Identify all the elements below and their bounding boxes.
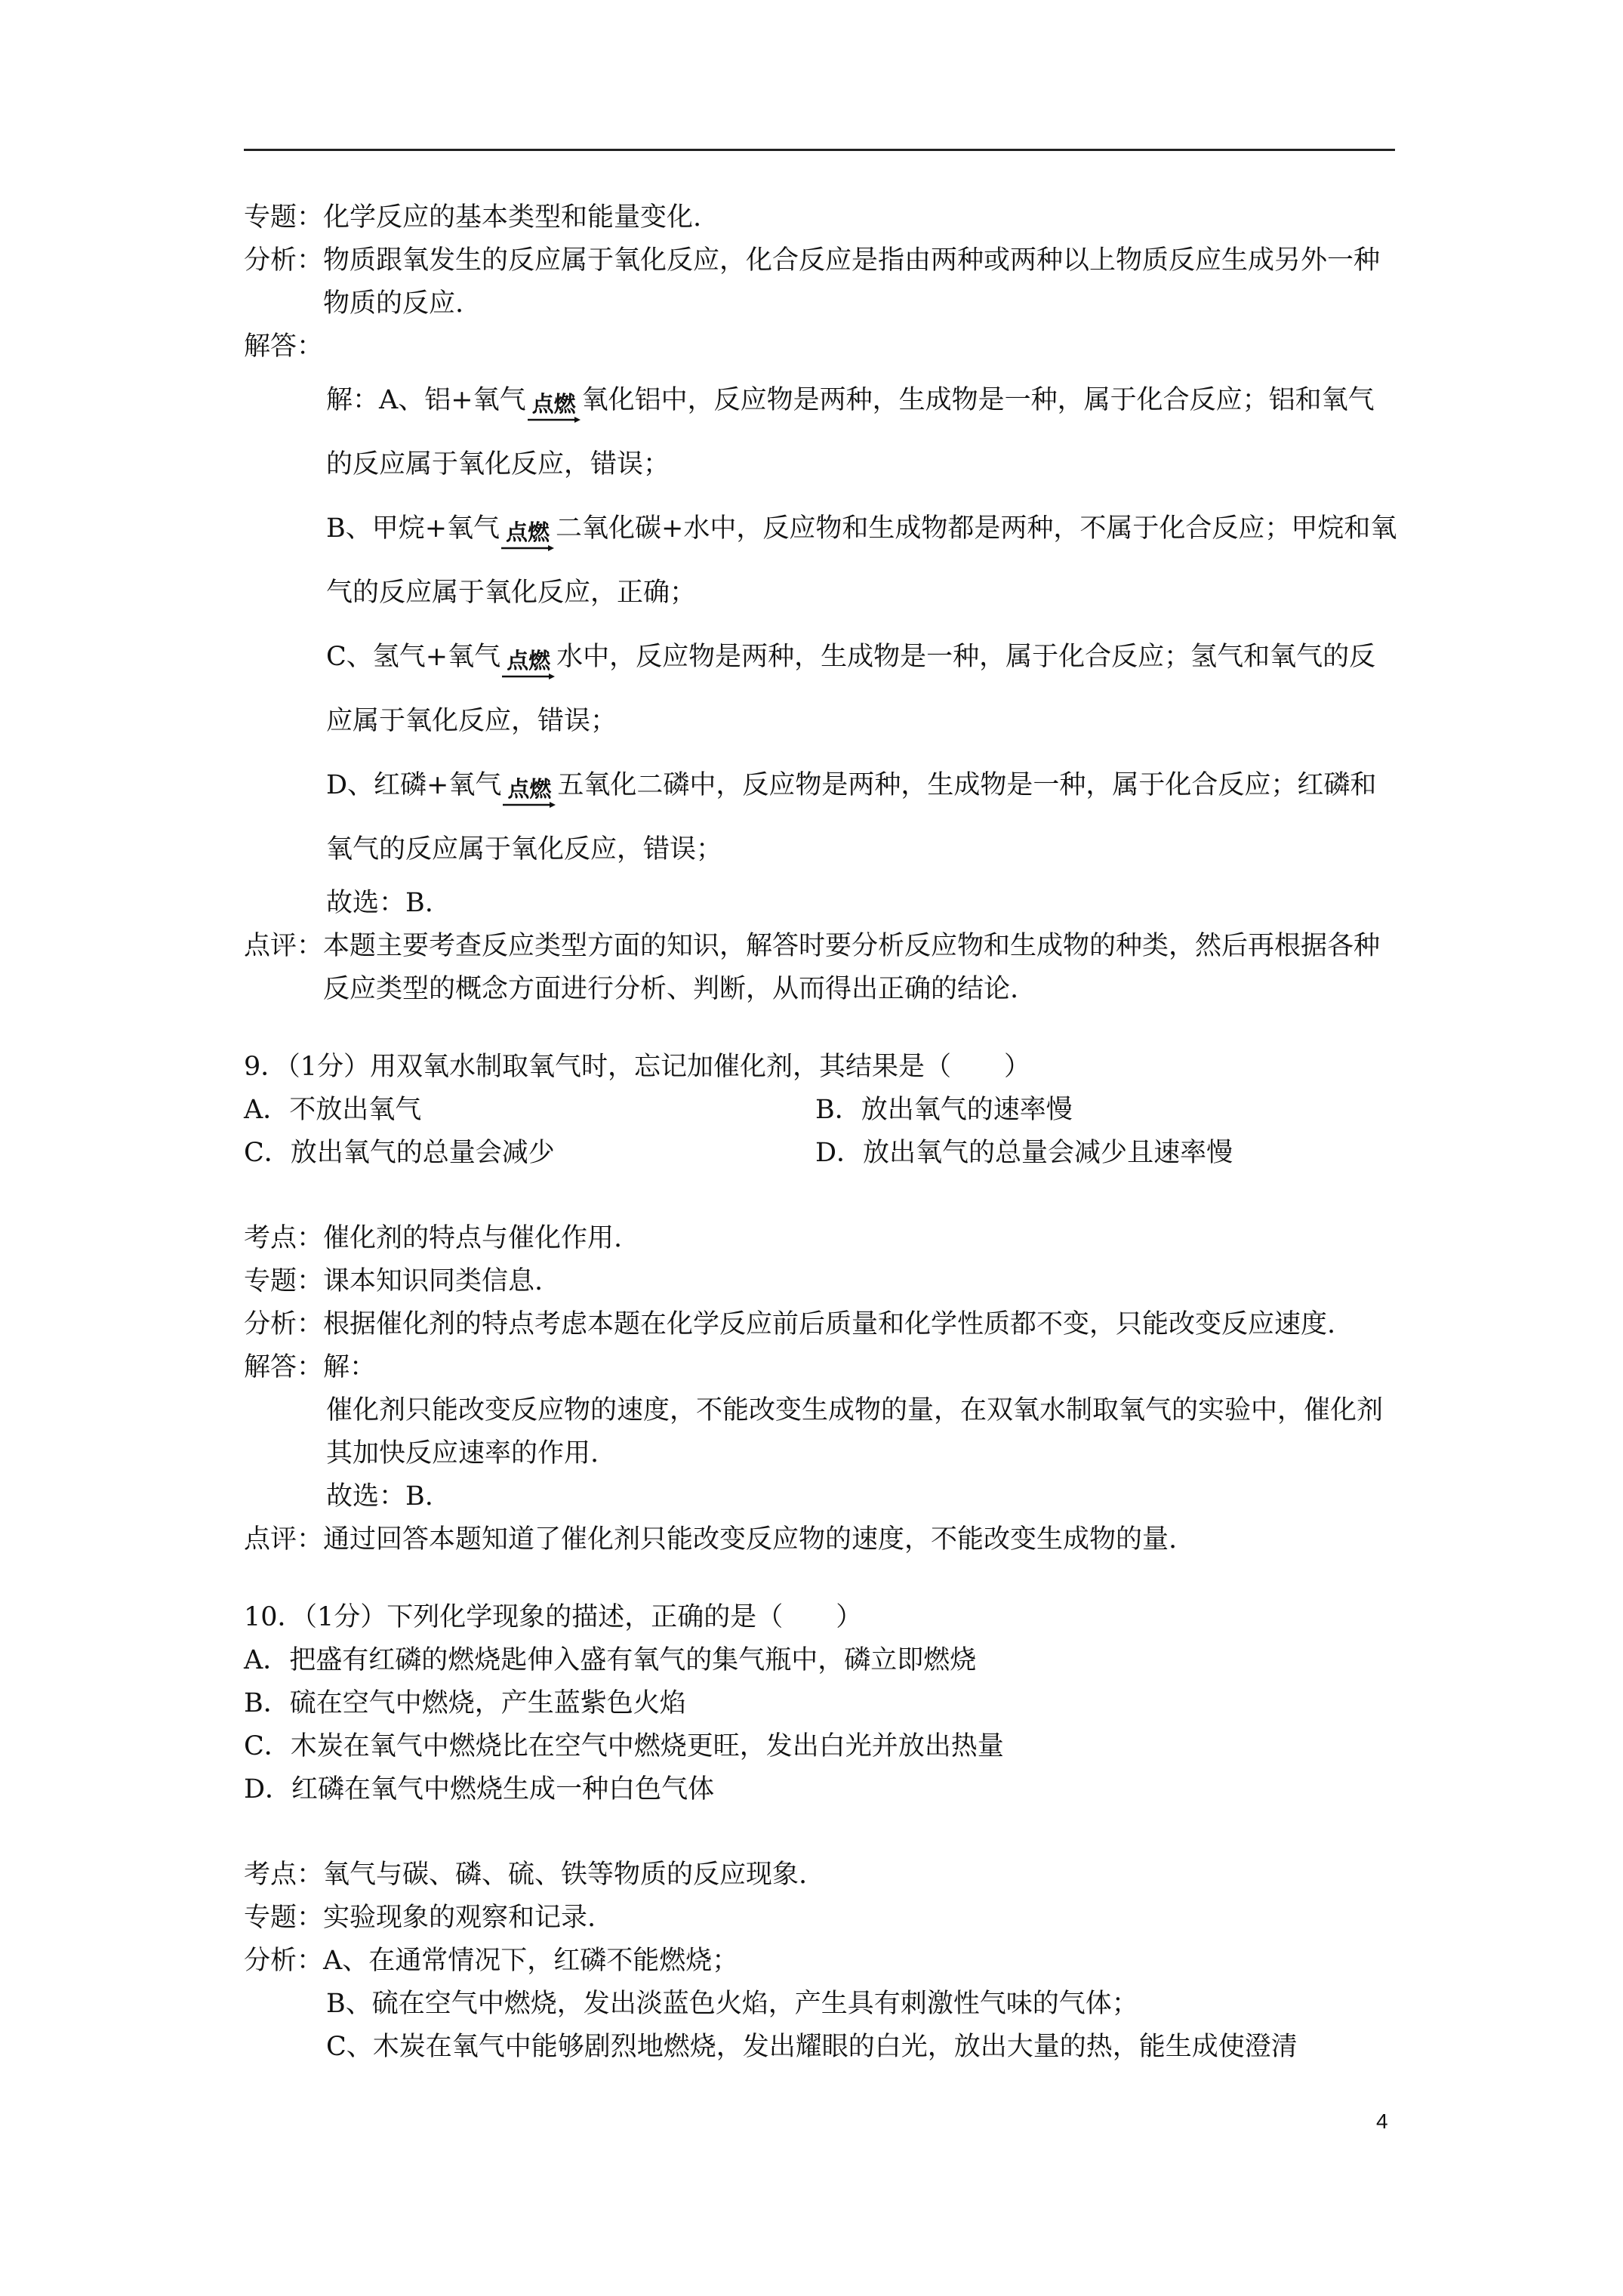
analysis-label: 分析： bbox=[244, 1309, 324, 1339]
arrow-icon bbox=[502, 673, 555, 680]
topic-label: 专题： bbox=[244, 202, 324, 233]
reaction-condition: 点燃 bbox=[507, 648, 551, 673]
key-point-line bbox=[244, 1854, 1399, 1897]
analysis-text: 根据催化剂的特点考虑本题在化学反应前后质量和化学性质都不变，只能改变反应速度. bbox=[323, 1309, 1336, 1339]
arrow-icon bbox=[528, 416, 581, 424]
key-point-label: 考点： bbox=[244, 1860, 324, 1890]
option-d: D．红磷在氧气中燃烧生成一种白色气体 bbox=[244, 1774, 715, 1804]
answer-intro: 解： bbox=[323, 1352, 377, 1382]
analysis-b: B、硫在空气中燃烧，发出淡蓝色火焰，产生具有刺激性气味的气体； bbox=[326, 1989, 1138, 2019]
analysis-line bbox=[244, 1940, 1399, 1983]
answer-option-b bbox=[244, 497, 1399, 625]
topic-line bbox=[244, 196, 1399, 239]
reaction-condition: 点燃 bbox=[507, 776, 552, 802]
question-9-stem: 9．（1分）用双氧水制取氧气时，忘记加催化剂，其结果是（ ） bbox=[244, 1052, 1031, 1082]
comment-label: 点评： bbox=[244, 1524, 324, 1555]
reaction-arrow bbox=[503, 778, 556, 809]
answer-label: 解答： bbox=[244, 1352, 324, 1382]
reactants-b: B、甲烷+氧气 bbox=[326, 513, 500, 544]
key-point-text: 催化剂的特点与催化作用. bbox=[323, 1223, 623, 1253]
topic-label: 专题： bbox=[244, 1266, 324, 1296]
comment-text: 本题主要考查反应类型方面的知识，解答时要分析反应物和生成物的种类，然后再根据各种反应类型的概念方面进行分析、判断，从而得出正确的结论. bbox=[323, 931, 1381, 1004]
analysis-label: 分析： bbox=[244, 245, 324, 276]
answer-line bbox=[244, 1346, 1399, 1389]
topic-line bbox=[244, 1260, 1399, 1303]
analysis-a: A、在通常情况下，红磷不能燃烧； bbox=[323, 1946, 739, 1976]
key-point-text: 氧气与碳、磷、硫、铁等物质的反应现象. bbox=[323, 1860, 808, 1890]
key-point-label: 考点： bbox=[244, 1223, 324, 1253]
analysis-label: 分析： bbox=[244, 1946, 324, 1976]
answer-option-c bbox=[244, 625, 1399, 754]
comment-label: 点评： bbox=[244, 931, 324, 961]
answer-choice: 故选：B. bbox=[326, 888, 433, 918]
reaction-arrow bbox=[528, 393, 581, 424]
reaction-condition: 点燃 bbox=[531, 391, 576, 417]
explanation-c: 水中，反应物是两种，生成物是一种，属于化合反应；氢气和氧气的反应属于氧化反应，错误； bbox=[326, 642, 1376, 736]
comment-line bbox=[244, 1518, 1399, 1561]
reactants-a: 解：A、铝+氧气 bbox=[326, 385, 526, 415]
topic-label: 专题： bbox=[244, 1903, 324, 1933]
comment-text: 通过回答本题知道了催化剂只能改变反应物的速度，不能改变生成物的量. bbox=[323, 1524, 1178, 1555]
option-b: B．放出氧气的速率慢 bbox=[815, 1095, 1073, 1125]
answer-option-a bbox=[244, 368, 1399, 497]
reaction-arrow bbox=[502, 649, 555, 680]
analysis-text: 物质跟氧发生的反应属于氧化反应，化合反应是指由两种或两种以上物质反应生成另外一种物质的反应. bbox=[323, 245, 1381, 319]
topic-text: 实验现象的观察和记录. bbox=[323, 1903, 596, 1933]
reactants-c: C、氢气+氧气 bbox=[326, 642, 501, 672]
topic-line bbox=[244, 1897, 1399, 1940]
analysis-line bbox=[244, 239, 1399, 325]
reaction-condition: 点燃 bbox=[506, 519, 550, 545]
key-point-line bbox=[244, 1217, 1399, 1260]
analysis-c: C、木炭在氧气中能够剧烈地燃烧，发出耀眼的白光，放出大量的热，能生成使澄清 bbox=[326, 2032, 1298, 2062]
explanation-d: 五氧化二磷中，反应物是两种，生成物是一种，属于化合反应；红磷和氧气的反应属于氧化反应，错误； bbox=[326, 770, 1377, 864]
question-10-stem: 10．（1分）下列化学现象的描述，正确的是（ ） bbox=[244, 1602, 863, 1632]
option-c: C．木炭在氧气中燃烧比在空气中燃烧更旺，发出白光并放出热量 bbox=[244, 1731, 1004, 1761]
comment-line bbox=[244, 925, 1399, 1011]
answer-body: 催化剂只能改变反应物的速度，不能改变生成物的量，在双氧水制取氧气的实验中，催化剂其加快反应速率的作用. bbox=[326, 1395, 1384, 1469]
explanation-b: 二氧化碳+水中，反应物和生成物都是两种，不属于化合反应；甲烷和氧气的反应属于氧化反应，正确； bbox=[326, 513, 1397, 608]
option-b: B．硫在空气中燃烧，产生蓝紫色火焰 bbox=[244, 1688, 686, 1718]
topic-text: 课本知识同类信息. bbox=[323, 1266, 544, 1296]
page-number: 4 bbox=[1376, 2110, 1388, 2133]
arrow-icon bbox=[501, 544, 554, 552]
header-rule bbox=[244, 149, 1395, 151]
reactants-d: D、红磷+氧气 bbox=[326, 770, 502, 800]
document-body bbox=[244, 196, 1399, 2069]
option-d: D．放出氧气的总量会减少且速率慢 bbox=[815, 1138, 1233, 1168]
option-c: C．放出氧气的总量会减少 bbox=[244, 1138, 555, 1168]
topic-text: 化学反应的基本类型和能量变化. bbox=[323, 202, 702, 233]
option-a: A．把盛有红磷的燃烧匙伸入盛有氧气的集气瓶中，磷立即燃烧 bbox=[244, 1645, 977, 1675]
explanation-a: 氧化铝中，反应物是两种，生成物是一种，属于化合反应；铝和氧气的反应属于氧化反应，错误； bbox=[326, 385, 1375, 479]
analysis-line bbox=[244, 1303, 1399, 1346]
answer-option-d bbox=[244, 754, 1399, 882]
answer-choice: 故选：B. bbox=[326, 1481, 433, 1512]
question-9-options bbox=[244, 1089, 1399, 1175]
arrow-icon bbox=[503, 801, 556, 809]
reaction-arrow bbox=[501, 521, 554, 552]
option-a: A．不放出氧气 bbox=[244, 1095, 422, 1125]
answer-label: 解答： bbox=[244, 331, 324, 362]
